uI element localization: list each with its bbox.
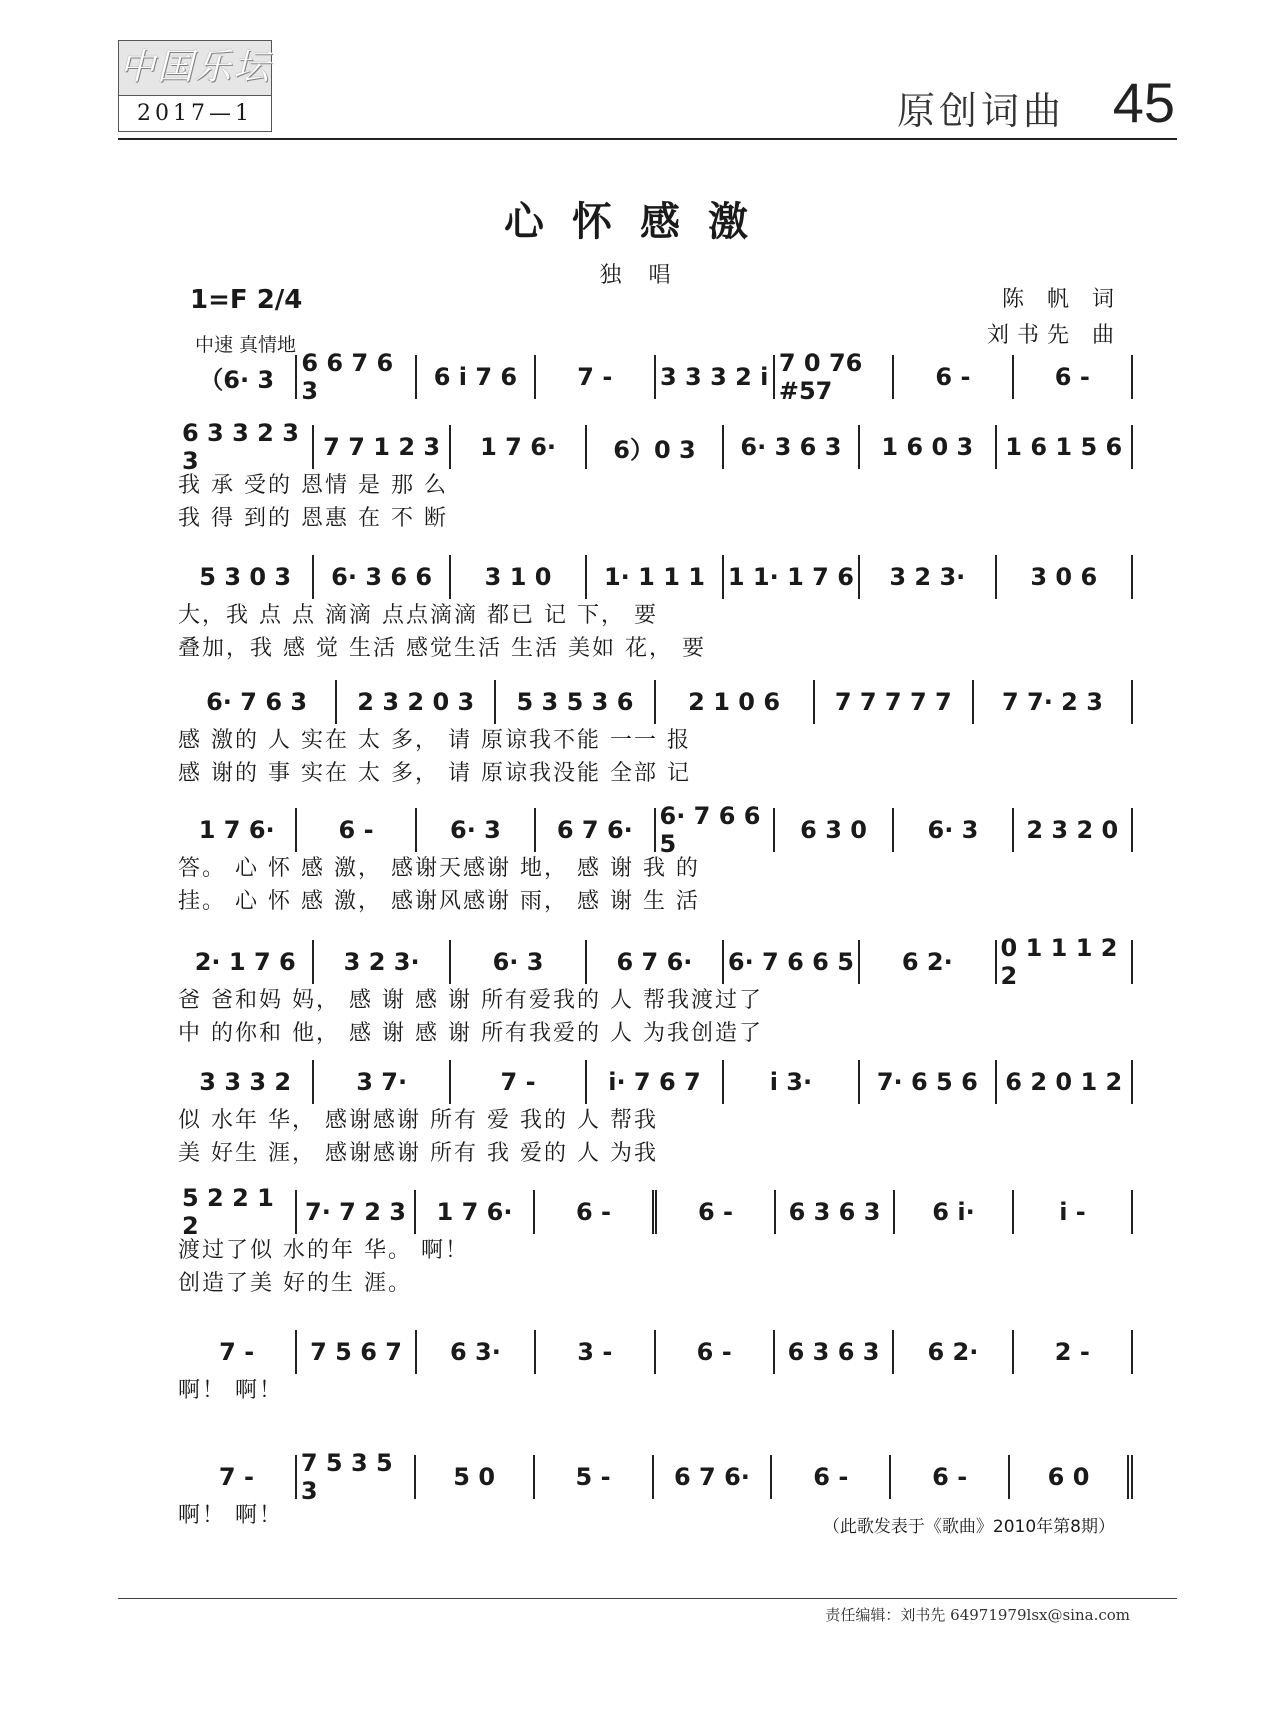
measure: 5 3 0 3: [178, 555, 314, 599]
measure: 6 -: [535, 1190, 657, 1234]
measure: 1 1· 1 7 6: [724, 555, 860, 599]
measure: 7 7· 2 3: [974, 680, 1133, 724]
measure: 5 -: [535, 1455, 654, 1499]
section-title: 原创词曲: [896, 89, 1065, 133]
score-system: [178, 802, 1133, 918]
lyric-line: 大，我 点 点 滴滴 点点滴滴 都已 记 下， 要: [178, 603, 658, 628]
measure: 2 3 2 0: [1014, 808, 1133, 852]
measure: 6· 7 6 3: [178, 680, 337, 724]
song-subtitle: 独 唱: [599, 263, 681, 288]
measure-line: [178, 680, 1133, 724]
lyricist-credit: 陈 帆 词: [1002, 287, 1122, 312]
measure: 7 -: [536, 355, 655, 399]
lyric-line: 爸 爸和妈 妈， 感 谢 感 谢 所有爱我的 人 帮我渡过了: [178, 988, 763, 1013]
measure: 6 3 6 3: [775, 1330, 894, 1374]
measure: 6 -: [894, 355, 1013, 399]
measure: 1 7 6·: [178, 808, 297, 852]
measure: 3 7·: [314, 1060, 450, 1104]
measure-line: [178, 802, 1133, 858]
measure: 7 5 3 5 3: [297, 1455, 416, 1499]
lyric-line: 啊！ 啊！: [178, 1503, 283, 1528]
measure: 6· 3: [417, 808, 536, 852]
measure: 6 3 6 3: [776, 1190, 895, 1234]
page-number: 45: [1112, 71, 1175, 134]
measure: 2 1 0 6: [656, 680, 815, 724]
measure: 7 7 1 2 3: [314, 425, 450, 469]
measure: 5 2 2 1 2: [178, 1190, 297, 1234]
composer-credit: 刘书先 曲: [987, 323, 1122, 348]
lyric-line: 我 承 受的 恩情 是 那 么: [178, 473, 448, 498]
measure: 6· 3 6 6: [314, 555, 450, 599]
score-system: [178, 555, 1133, 665]
measure-line: [178, 349, 1133, 405]
measure: 6 7 6·: [536, 808, 655, 852]
measure-line: [178, 1330, 1133, 1374]
measure: 6 7 6·: [587, 940, 723, 984]
lyric-line: 中 的你和 他， 感 谢 感 谢 所有我爱的 人 为我创造了: [178, 1021, 763, 1046]
measure: 0 1 1 1 2 2: [997, 940, 1133, 984]
editor-credit: 责任编辑：刘书先 64971979lsx@sina.com: [825, 1606, 1130, 1624]
measure: i· 7 6 7: [587, 1060, 723, 1104]
measure: 3 2 3·: [860, 555, 996, 599]
measure-line: [178, 934, 1133, 990]
measure: i 3·: [724, 1060, 860, 1104]
measure: 6 7 6·: [654, 1455, 773, 1499]
score-system: [178, 934, 1133, 1050]
measure: 6· 3 6 3: [724, 425, 860, 469]
measure: 3 2 3·: [314, 940, 450, 984]
lyric-line: 啊！ 啊！: [178, 1378, 283, 1403]
measure: 3 1 0: [451, 555, 587, 599]
score-system: [178, 1330, 1133, 1407]
measure: 6 -: [656, 1330, 775, 1374]
measure: 5 0: [416, 1455, 535, 1499]
measure: 6 3·: [417, 1330, 536, 1374]
measure: 7 7 7 7 7: [815, 680, 974, 724]
measure: 6 2·: [894, 1330, 1013, 1374]
measure: 5 3 5 3 6: [496, 680, 655, 724]
measure: 6· 3: [451, 940, 587, 984]
measure: 6 i 7 6: [417, 355, 536, 399]
measure: 1 7 6·: [416, 1190, 535, 1234]
measure: 6· 7 6 6 5: [724, 940, 860, 984]
score-system: [178, 680, 1133, 790]
measure: 1· 1 1 1: [587, 555, 723, 599]
measure: （6· 3: [178, 355, 297, 399]
lyric-line: 似 水年 华， 感谢感谢 所有 爱 我的 人 帮我: [178, 1108, 658, 1133]
score-system: [178, 419, 1133, 535]
measure: 7 -: [178, 1330, 297, 1374]
score-system: [178, 349, 1133, 405]
song-title: 心怀感激: [504, 198, 776, 245]
measure: 6 i·: [895, 1190, 1014, 1234]
score-system: [178, 1184, 1133, 1300]
lyric-line: 答。 心 怀 感 激， 感谢天感谢 地， 感 谢 我 的: [178, 856, 700, 881]
measure: 1 7 6·: [451, 425, 587, 469]
measure-line: [178, 1449, 1133, 1505]
lyric-line: 叠加，我 感 觉 生活 感觉生活 生活 美如 花， 要: [178, 636, 706, 661]
measure: 6 0: [1010, 1455, 1133, 1499]
measure: 6 -: [657, 1190, 776, 1234]
key-signature: 1=F 2/4: [190, 285, 303, 315]
measure-line: [178, 1060, 1133, 1104]
measure: 6 3 3 2 3 3: [178, 425, 314, 469]
header-rule: [118, 138, 1177, 140]
measure: 2· 1 7 6: [178, 940, 314, 984]
measure: 6 -: [1014, 355, 1133, 399]
footer-rule: [118, 1598, 1177, 1599]
measure: 6 2 0 1 2: [997, 1060, 1133, 1104]
measure: 6 -: [297, 808, 416, 852]
measure-line: [178, 555, 1133, 599]
measure: 6 3 0: [775, 808, 894, 852]
measure: i -: [1014, 1190, 1133, 1234]
measure: 6 2·: [860, 940, 996, 984]
tempo-marking: 中速 真情地: [195, 334, 297, 356]
measure: 7 5 6 7: [297, 1330, 416, 1374]
measure: 3 -: [536, 1330, 655, 1374]
measure: 1 6 0 3: [860, 425, 996, 469]
measure: 6· 3: [894, 808, 1013, 852]
measure: 6 -: [891, 1455, 1010, 1499]
lyric-line: 感 谢的 事 实在 太 多， 请 原谅我没能 全部 记: [178, 761, 691, 786]
lyric-line: 美 好生 涯， 感谢感谢 所有 我 爱的 人 为我: [178, 1141, 658, 1166]
lyric-line: 挂。 心 怀 感 激， 感谢风感谢 雨， 感 谢 生 活: [178, 889, 700, 914]
lyric-line: 渡过了似 水的年 华。 啊！: [178, 1238, 469, 1263]
publication-note: （此歌发表于《歌曲》2010年第8期）: [822, 1517, 1115, 1537]
measure: 7 0 76 #57: [775, 355, 894, 399]
lyric-line: 感 激的 人 实在 太 多， 请 原谅我不能 一一 报: [178, 728, 691, 753]
measure: 2 -: [1014, 1330, 1133, 1374]
magazine-badge: [118, 40, 272, 132]
measure: 3 3 3 2: [178, 1060, 314, 1104]
measure: 6 -: [772, 1455, 891, 1499]
measure: 6 6 7 6 3: [297, 355, 416, 399]
measure: 2 3 2 0 3: [337, 680, 496, 724]
measure: 6）0 3: [587, 425, 723, 469]
measure: 7· 7 2 3: [297, 1190, 416, 1234]
measure: 7 -: [178, 1455, 297, 1499]
lyric-line: 创造了美 好的生 涯。: [178, 1271, 412, 1296]
measure: 1 6 1 5 6: [997, 425, 1133, 469]
measure: 3 0 6: [997, 555, 1133, 599]
measure-line: [178, 419, 1133, 475]
measure: 6· 7 6 6 5: [656, 808, 775, 852]
lyric-line: 我 得 到的 恩惠 在 不 断: [178, 506, 448, 531]
score-system: [178, 1060, 1133, 1170]
issue-label: 2017—1: [137, 101, 253, 126]
measure: 3 3 3 2 i: [656, 355, 775, 399]
measure-line: [178, 1184, 1133, 1240]
measure: 7 -: [451, 1060, 587, 1104]
magazine-logo: 中国乐坛: [119, 41, 271, 96]
measure: 7· 6 5 6: [860, 1060, 996, 1104]
